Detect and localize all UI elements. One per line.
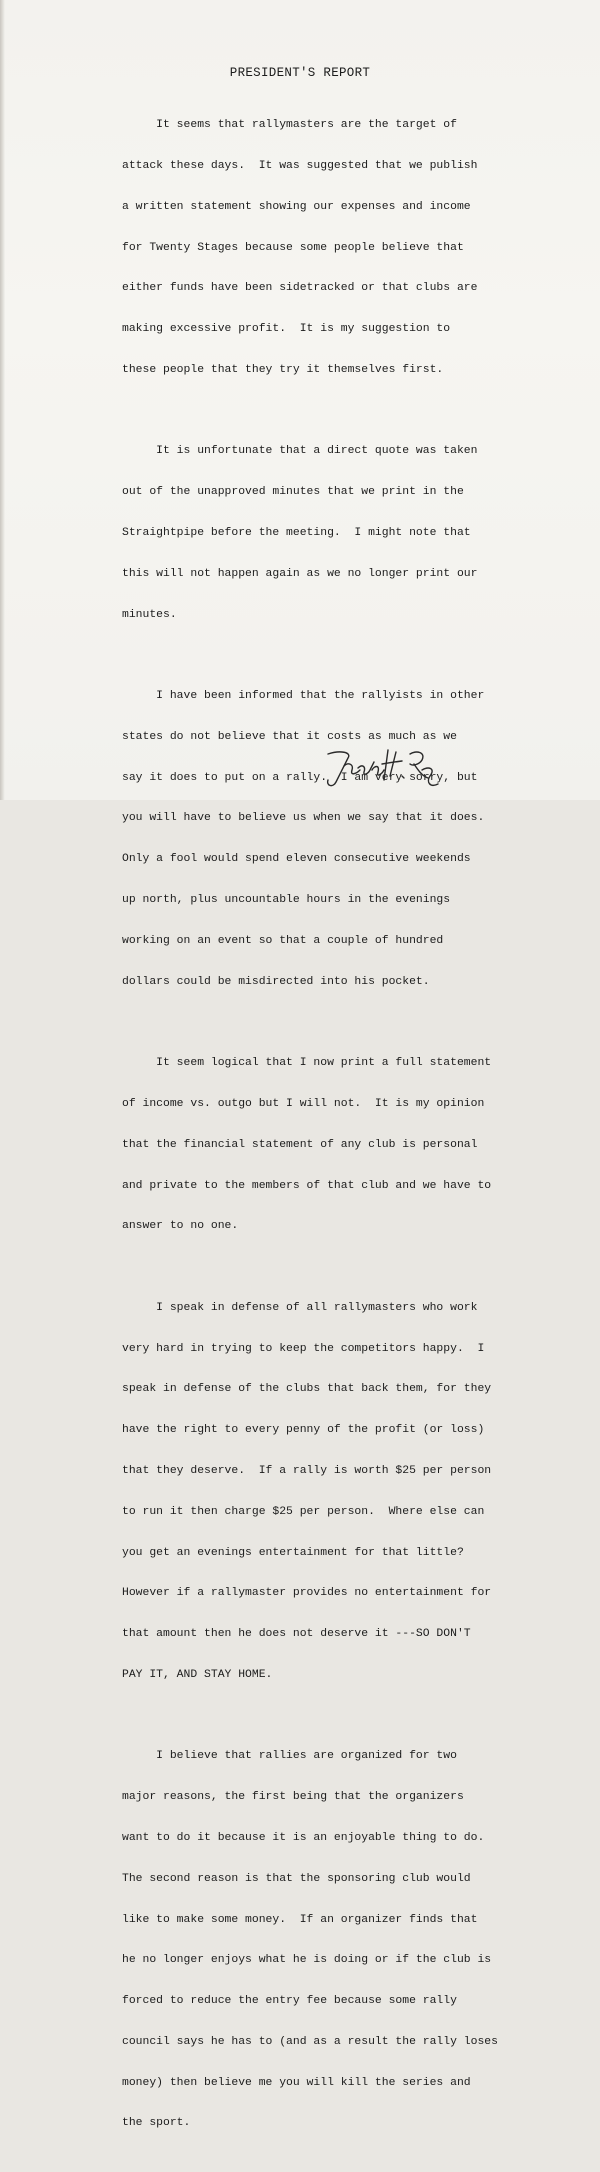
text-line: he no longer enjoys what he is doing or if the club is bbox=[122, 1954, 492, 1967]
text-line: It is unfortunate that a direct quote was taken bbox=[122, 445, 478, 458]
text-line: However if a rallymaster provides no entertainment for bbox=[122, 1587, 492, 1600]
text-line: attack these days. It was suggested that we publish bbox=[122, 159, 478, 172]
paragraph-4 bbox=[122, 1030, 562, 1261]
text-line: major reasons, the first being that the organizers bbox=[122, 1791, 464, 1804]
text-line: The second reason is that the sponsoring club would bbox=[122, 1872, 471, 1885]
text-line: that the financial statement of any club is personal bbox=[122, 1138, 478, 1151]
text-line: I have been informed that the rallyists in other bbox=[122, 690, 485, 703]
text-line: these people that they try it themselves first. bbox=[122, 363, 444, 376]
text-line: Only a fool would spend eleven consecutive weekends bbox=[122, 853, 471, 866]
text-line: either funds have been sidetracked or that clubs are bbox=[122, 282, 478, 295]
text-line: council says he has to (and as a result the rally loses bbox=[122, 2035, 498, 2048]
text-line: It seem logical that I now print a full statement bbox=[122, 1057, 492, 1070]
text-line: I believe that rallies are organized for two bbox=[122, 1750, 457, 1763]
text-line: money) then believe me you will kill the series and bbox=[122, 2076, 471, 2089]
text-line: you will have to believe us when we say that it does. bbox=[122, 812, 485, 825]
paragraph-3 bbox=[122, 663, 562, 1016]
text-line: that amount then he does not deserve it ---SO DON'T bbox=[122, 1628, 471, 1641]
text-line: PAY IT, AND STAY HOME. bbox=[122, 1668, 273, 1681]
text-line: very hard in trying to keep the competitors happy. I bbox=[122, 1342, 485, 1355]
text-line: speak in defense of the clubs that back them, for they bbox=[122, 1383, 492, 1396]
text-line: working on an event so that a couple of hundred bbox=[122, 934, 444, 947]
text-line: want to do it because it is an enjoyable thing to do. bbox=[122, 1832, 485, 1844]
text-line: I speak in defense of all rallymasters who work bbox=[122, 1301, 478, 1314]
text-line: the sport. bbox=[122, 2117, 191, 2130]
text-line: dollars could be misdirected into his pocket. bbox=[122, 975, 430, 988]
handwritten-signature bbox=[318, 746, 446, 794]
text-line: and private to the members of that club and we have to bbox=[122, 1179, 492, 1192]
text-line: answer to no one. bbox=[122, 1220, 239, 1233]
text-line: you get an evenings entertainment for that little? bbox=[122, 1546, 464, 1559]
paragraph-2 bbox=[122, 418, 562, 649]
text-line: of income vs. outgo but I will not. It is my opinion bbox=[122, 1097, 485, 1110]
paragraph-1 bbox=[122, 92, 562, 405]
page-title: PRESIDENT'S REPORT bbox=[229, 66, 371, 80]
text-line: up north, plus uncountable hours in the evenings bbox=[122, 894, 451, 907]
text-line: have the right to every penny of the profit (or loss) bbox=[122, 1424, 485, 1437]
text-line: out of the unapproved minutes that we print in the bbox=[122, 486, 464, 499]
signature-drawing bbox=[318, 746, 446, 794]
text-line: that they deserve. If a rally is worth $25 per person bbox=[122, 1464, 492, 1477]
scan-edge bbox=[0, 0, 5, 800]
text-line: making excessive profit. It is my suggestion to bbox=[122, 323, 451, 336]
text-line: It seems that rallymasters are the target of bbox=[122, 119, 457, 132]
text-line: this will not happen again as we no longer print our bbox=[122, 567, 478, 580]
text-line: to run it then charge $25 per person. Where else can bbox=[122, 1505, 485, 1518]
text-line: for Twenty Stages because some people believe that bbox=[122, 241, 464, 254]
text-line: Straightpipe before the meeting. I might note that bbox=[122, 527, 471, 539]
paragraph-6 bbox=[122, 1723, 562, 2158]
text-line: minutes. bbox=[122, 608, 177, 621]
text-line: forced to reduce the entry fee because some rally bbox=[122, 1995, 457, 2008]
text-line: states do not believe that it costs as much as we bbox=[122, 730, 457, 743]
text-line: a written statement showing our expenses and income bbox=[122, 200, 471, 213]
paragraph-5 bbox=[122, 1275, 562, 1710]
report-body bbox=[122, 92, 562, 2172]
text-line: like to make some money. If an organizer finds that bbox=[122, 1913, 478, 1926]
text-line: say it does to put on a rally. I am very sorry, but bbox=[122, 771, 478, 784]
